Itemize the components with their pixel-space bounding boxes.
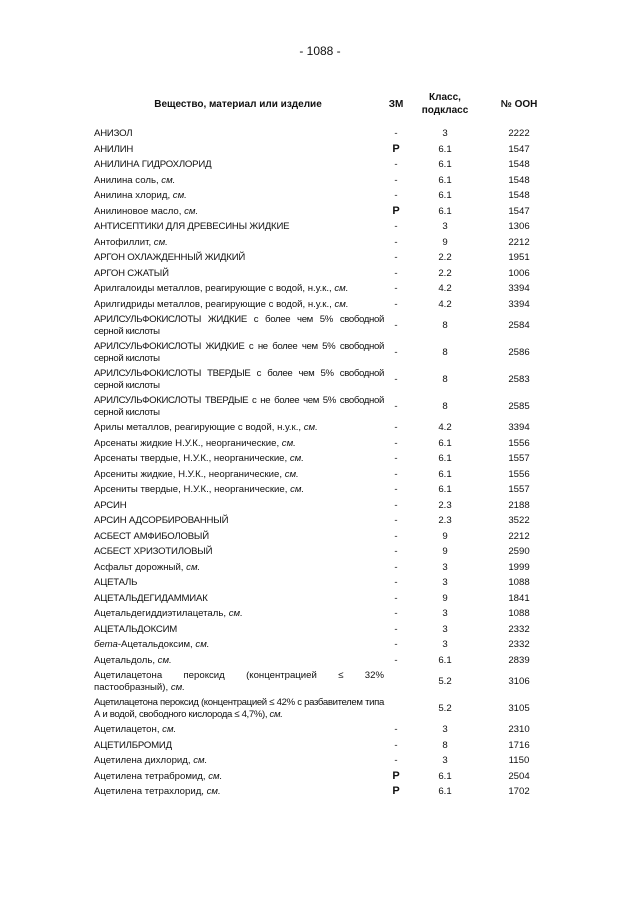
zm-cell: - — [394, 577, 398, 588]
table-row — [92, 173, 556, 189]
substance-name — [92, 544, 384, 560]
zm-cell: - — [394, 623, 398, 635]
zm-cell: Р — [392, 142, 400, 155]
table-row — [92, 266, 556, 282]
class-cell: 3 — [442, 724, 448, 735]
name-text: АРИЛСУЛЬФОКИСЛОТЫ ТВЕРДЫЕ с более чем 5% свободной серной кислоты — [94, 368, 384, 391]
class-cell: 3 — [442, 608, 448, 619]
zm-cell: - — [394, 724, 398, 735]
substance-name — [92, 250, 384, 266]
name-text: АСБЕСТ ХРИЗОТИЛОВЫЙ — [94, 546, 213, 557]
class-cell: 4.2 — [438, 422, 452, 433]
un-number-cell: 1556 — [508, 468, 530, 480]
table-header-row — [92, 86, 556, 126]
name-text: АНТИСЕПТИКИ ДЛЯ ДРЕВЕСИНЫ ЖИДКИЕ — [94, 221, 290, 232]
name-text: АЦЕТАЛЬ — [94, 577, 138, 588]
substance-name — [92, 668, 384, 695]
table-row — [92, 188, 556, 204]
zm-cell: - — [394, 437, 398, 449]
class-cell: 9 — [442, 592, 448, 604]
un-number-cell: 1716 — [508, 739, 530, 751]
name-text: -Ацетальдоксим, — [117, 639, 196, 650]
class-cell: 6.1 — [438, 159, 452, 170]
class-cell: 9 — [442, 236, 448, 248]
table-row — [92, 544, 556, 560]
class-cell: 6.1 — [438, 437, 452, 449]
table-row — [92, 560, 556, 576]
see-reference: см. — [281, 437, 296, 449]
un-number-cell: 1556 — [508, 437, 530, 449]
un-number-cell: 1547 — [508, 143, 530, 155]
class-cell: 6.1 — [438, 453, 452, 464]
zm-cell: - — [394, 755, 398, 766]
page-number: - 1088 - — [299, 44, 341, 58]
zm-cell: - — [394, 422, 398, 433]
substance-name — [92, 591, 384, 607]
name-text: Арилгидриды металлов, реагирующие с водой, н.у.к., — [94, 298, 335, 310]
table-row — [92, 393, 556, 420]
un-number-cell: 1088 — [508, 608, 530, 619]
class-cell: 3 — [442, 623, 448, 635]
name-text: Арсениты жидкие, Н.У.К., неорганические, — [94, 468, 285, 480]
zm-cell: - — [394, 346, 398, 358]
see-reference: см. — [172, 190, 187, 201]
see-reference: см. — [195, 639, 210, 650]
un-number-cell: 2583 — [508, 373, 530, 385]
class-cell: 3 — [442, 639, 448, 650]
zm-cell: - — [394, 319, 398, 331]
name-text: Арилгалоиды металлов, реагирующие с водой, н.у.к., — [94, 283, 335, 294]
table-row — [92, 142, 556, 158]
table-row — [92, 281, 556, 297]
name-text: Ацетилена тетрахлорид, — [94, 786, 207, 797]
class-cell: 8 — [442, 346, 448, 358]
substance-name — [92, 753, 384, 769]
class-cell: 4.2 — [438, 283, 452, 294]
zm-cell: - — [394, 515, 398, 526]
zm-cell: - — [394, 453, 398, 464]
un-number-cell: 1306 — [508, 221, 530, 232]
class-cell: 6.1 — [438, 786, 452, 797]
zm-cell: - — [394, 468, 398, 480]
class-cell: 2.2 — [438, 252, 452, 263]
zm-cell: Р — [392, 785, 400, 797]
un-number-cell: 2222 — [508, 128, 530, 139]
substance-name — [92, 393, 384, 420]
table-row — [92, 436, 556, 452]
un-number-cell: 1557 — [508, 453, 530, 464]
un-number-cell: 2188 — [508, 499, 530, 511]
un-number-cell: 3105 — [508, 702, 530, 714]
substance-name — [92, 637, 384, 653]
substance-name — [92, 126, 384, 142]
table-row — [92, 653, 556, 669]
substance-name — [92, 482, 384, 498]
table-row — [92, 451, 556, 467]
table-row — [92, 204, 556, 220]
class-cell: 3 — [442, 561, 448, 573]
see-reference: см. — [206, 786, 221, 797]
name-text: Ацетилацетона пероксид (концентрацией ≤ 32% пастообразный), — [94, 670, 384, 693]
table-row — [92, 467, 556, 483]
zm-cell: - — [394, 561, 398, 573]
zm-cell: - — [394, 739, 398, 751]
un-number-cell: 1702 — [508, 786, 530, 797]
name-text: АРИЛСУЛЬФОКИСЛОТЫ ЖИДКИЕ с не более чем 5% свободной серной кислоты — [94, 341, 384, 364]
name-text: Арсениты твердые, Н.У.К., неорганические, — [94, 484, 291, 495]
un-number-cell: 2212 — [508, 530, 530, 542]
class-cell: 2.3 — [438, 515, 452, 526]
table-row — [92, 366, 556, 393]
substance-name — [92, 188, 384, 204]
header-class — [408, 86, 482, 126]
name-text: Анилина хлорид, — [94, 190, 173, 201]
table-row — [92, 126, 556, 142]
table-row — [92, 297, 556, 313]
zm-cell: - — [394, 267, 398, 279]
substance-name — [92, 606, 384, 622]
un-number-cell: 2310 — [508, 724, 530, 735]
substance-name — [92, 498, 384, 514]
zm-cell: - — [394, 252, 398, 263]
substance-name — [92, 467, 384, 483]
substance-name — [92, 173, 384, 189]
un-number-cell: 2332 — [508, 623, 530, 635]
see-reference: см. — [162, 724, 177, 735]
name-text: АРСИН — [94, 499, 127, 511]
name-text: Антофиллит, — [94, 236, 154, 248]
un-number-cell: 2586 — [508, 346, 530, 358]
see-reference: см. — [289, 453, 304, 464]
substance-name — [92, 575, 384, 591]
substance-name — [92, 142, 384, 158]
class-cell: 6.1 — [438, 205, 452, 217]
table-row — [92, 668, 556, 695]
name-text: АНИЛИНА ГИДРОХЛОРИД — [94, 159, 212, 170]
class-cell: 6.1 — [438, 143, 452, 155]
class-cell: 6.1 — [438, 770, 452, 782]
zm-cell — [384, 695, 408, 722]
table-row — [92, 637, 556, 653]
un-number-cell: 2839 — [508, 654, 530, 666]
name-text: Арсенаты твердые, Н.У.К., неорганические, — [94, 453, 290, 464]
class-cell: 8 — [442, 319, 448, 331]
class-cell: 8 — [442, 739, 448, 751]
class-cell: 3 — [442, 221, 448, 232]
class-cell: 5.2 — [438, 702, 452, 714]
name-text: АЦЕТАЛЬДЕГИДАММИАК — [94, 592, 208, 604]
see-reference: см. — [186, 561, 201, 573]
substance-name — [92, 529, 384, 545]
un-number-cell: 1951 — [508, 252, 530, 263]
un-number-cell: 2212 — [508, 236, 530, 248]
header-un: № ООН — [500, 98, 538, 110]
un-number-cell: 2590 — [508, 546, 530, 557]
name-text: АРСИН АДСОРБИРОВАННЫЙ — [94, 515, 229, 526]
see-reference: см. — [284, 468, 299, 480]
un-number-cell: 3394 — [508, 298, 530, 310]
un-number-cell: 1548 — [508, 190, 530, 201]
class-cell: 6.1 — [438, 174, 452, 186]
zm-cell: - — [394, 159, 398, 170]
substance-name — [92, 722, 384, 738]
see-reference: см. — [334, 298, 349, 310]
class-cell: 9 — [442, 546, 448, 557]
class-cell: 3 — [442, 755, 448, 766]
un-number-cell: 1088 — [508, 577, 530, 588]
name-text: Ацетилацетон, — [94, 724, 163, 735]
see-reference: см. — [153, 236, 168, 248]
zm-cell: - — [394, 373, 398, 385]
table-row — [92, 529, 556, 545]
zm-cell: Р — [392, 769, 400, 782]
zm-cell: - — [394, 639, 398, 650]
table-row — [92, 695, 556, 722]
table-row — [92, 339, 556, 366]
un-number-cell: 1547 — [508, 205, 530, 217]
un-number-cell: 1150 — [508, 755, 530, 766]
zm-cell: - — [394, 608, 398, 619]
class-cell: 6.1 — [438, 468, 452, 480]
table-row — [92, 784, 556, 800]
un-number-cell: 2504 — [508, 770, 530, 782]
substance-name — [92, 738, 384, 754]
see-reference: см. — [157, 654, 172, 666]
table-row — [92, 498, 556, 514]
class-cell: 9 — [442, 530, 448, 542]
zm-cell: - — [394, 128, 398, 139]
name-text: Ацетальдегиддиэтилацеталь, — [94, 608, 229, 619]
table-row — [92, 622, 556, 638]
table-row — [92, 482, 556, 498]
name-text: Асфальт дорожный, — [94, 561, 187, 573]
substance-name — [92, 769, 384, 785]
name-text: Арсенаты жидкие Н.У.К., неорганические, — [94, 437, 282, 449]
name-text: Ацетилацетона пероксид (концентрацией ≤ 42% с разбавителем типа А и водой, свободного кислорода ≤ 4,7%), — [94, 697, 384, 720]
substance-name — [92, 157, 384, 173]
see-reference: см. — [208, 770, 223, 782]
see-reference: см. — [170, 681, 185, 693]
substance-name — [92, 513, 384, 529]
name-text: АЦЕТАЛЬДОКСИМ — [94, 623, 178, 635]
table-row — [92, 235, 556, 251]
un-number-cell: 1006 — [508, 267, 530, 279]
substance-name — [92, 339, 384, 366]
table-row — [92, 606, 556, 622]
substance-name — [92, 204, 384, 220]
un-number-cell: 1841 — [508, 592, 530, 604]
class-cell: 8 — [442, 400, 448, 412]
table-row — [92, 157, 556, 173]
header-zm: ЗМ — [388, 98, 404, 110]
name-prefix: бета — [94, 639, 118, 650]
substance-name — [92, 784, 384, 800]
see-reference: см. — [303, 422, 318, 433]
name-text: Анилиновое масло, — [94, 205, 185, 217]
zm-cell: - — [394, 283, 398, 294]
name-text: АНИЗОЛ — [94, 128, 133, 139]
un-number-cell: 2585 — [508, 400, 530, 412]
zm-cell: Р — [392, 204, 400, 217]
zm-cell: - — [394, 400, 398, 412]
substance-name — [92, 219, 384, 235]
name-text: АРГОН СЖАТЫЙ — [94, 267, 169, 279]
substance-name — [92, 560, 384, 576]
substance-name — [92, 653, 384, 669]
un-number-cell: 3106 — [508, 675, 530, 687]
substance-name — [92, 695, 384, 722]
name-text: АРИЛСУЛЬФОКИСЛОТЫ ЖИДКИЕ с более чем 5% свободной серной кислоты — [94, 314, 384, 337]
table-row — [92, 722, 556, 738]
zm-cell: - — [394, 592, 398, 604]
name-text: Ацетальдоль, — [94, 654, 158, 666]
name-text: Ацетилена тетрабромид, — [94, 770, 209, 782]
un-number-cell: 2584 — [508, 319, 530, 331]
substance-name — [92, 312, 384, 339]
table-row — [92, 738, 556, 754]
header-class-text: Класс, подкласс — [421, 92, 469, 116]
table-row — [92, 753, 556, 769]
name-text: Арилы металлов, реагирующие с водой, н.у.к., — [94, 422, 304, 433]
un-number-cell: 1548 — [508, 159, 530, 170]
see-reference: см. — [184, 205, 199, 217]
table-row — [92, 575, 556, 591]
un-number-cell: 3394 — [508, 422, 530, 433]
zm-cell: - — [394, 236, 398, 248]
substance-name — [92, 420, 384, 436]
class-cell: 8 — [442, 373, 448, 385]
zm-cell: - — [394, 298, 398, 310]
substance-name — [92, 235, 384, 251]
name-text: АЦЕТИЛБРОМИД — [94, 739, 172, 751]
zm-cell: - — [394, 221, 398, 232]
class-cell: 2.2 — [438, 267, 452, 279]
name-text: АРГОН ОХЛАЖДЕННЫЙ ЖИДКИЙ — [94, 252, 246, 263]
class-cell: 3 — [442, 128, 448, 139]
zm-cell: - — [394, 546, 398, 557]
substance-name — [92, 297, 384, 313]
class-cell: 6.1 — [438, 654, 452, 666]
substance-name — [92, 622, 384, 638]
table-row — [92, 312, 556, 339]
table-row — [92, 219, 556, 235]
zm-cell: - — [394, 190, 398, 201]
zm-cell: - — [394, 499, 398, 511]
un-number-cell: 3394 — [508, 283, 530, 294]
substances-table — [92, 86, 556, 800]
substance-name — [92, 451, 384, 467]
un-number-cell: 1557 — [508, 484, 530, 495]
see-reference: см. — [269, 708, 283, 720]
class-cell: 6.1 — [438, 484, 452, 495]
zm-cell — [384, 668, 408, 695]
name-text: АСБЕСТ АМФИБОЛОВЫЙ — [94, 530, 209, 542]
class-cell: 3 — [442, 577, 448, 588]
header-substance: Вещество, материал или изделие — [154, 98, 322, 110]
un-number-cell: 3522 — [508, 515, 530, 526]
class-cell: 4.2 — [438, 298, 452, 310]
zm-cell: - — [394, 174, 398, 186]
un-number-cell: 1999 — [508, 561, 530, 573]
substance-name — [92, 266, 384, 282]
class-cell: 5.2 — [438, 675, 452, 687]
substance-name — [92, 366, 384, 393]
see-reference: см. — [193, 755, 208, 766]
table-row — [92, 591, 556, 607]
table-row — [92, 769, 556, 785]
name-text: АНИЛИН — [94, 143, 134, 155]
class-cell: 2.3 — [438, 499, 452, 511]
see-reference: см. — [161, 174, 176, 186]
zm-cell: - — [394, 530, 398, 542]
zm-cell: - — [394, 484, 398, 495]
see-reference: см. — [334, 283, 349, 294]
un-number-cell: 2332 — [508, 639, 530, 650]
table-row — [92, 513, 556, 529]
see-reference: см. — [290, 484, 305, 495]
table-body — [92, 126, 556, 800]
zm-cell: - — [394, 654, 398, 666]
table-row — [92, 420, 556, 436]
see-reference: см. — [228, 608, 243, 619]
substance-name — [92, 436, 384, 452]
table-row — [92, 250, 556, 266]
name-text: Ацетилена дихлорид, — [94, 755, 194, 766]
substance-name — [92, 281, 384, 297]
un-number-cell: 1548 — [508, 174, 530, 186]
name-text: Анилина соль, — [94, 174, 162, 186]
name-text: АРИЛСУЛЬФОКИСЛОТЫ ТВЕРДЫЕ с не более чем 5% свободной серной кислоты — [94, 395, 384, 418]
class-cell: 6.1 — [438, 190, 452, 201]
